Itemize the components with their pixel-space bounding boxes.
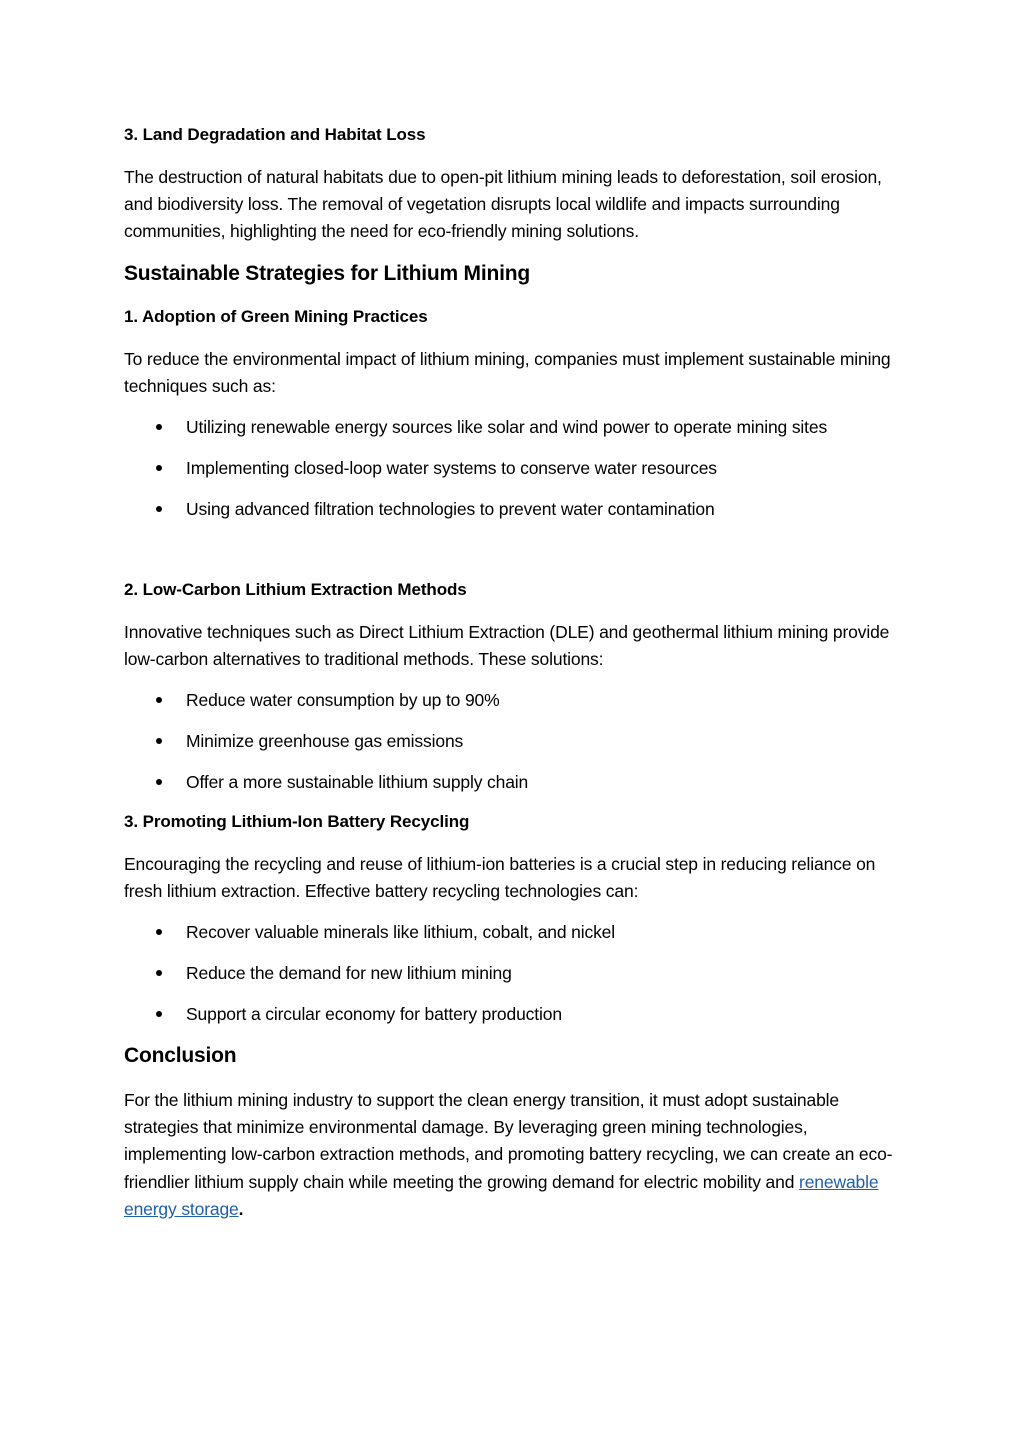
bullet-icon <box>156 424 162 430</box>
paragraph-low-carbon-intro: Innovative techniques such as Direct Lithium Extraction (DLE) and geothermal lithium mining provide low-carbon alternatives to traditional methods. These solutions: <box>124 622 890 670</box>
section-heading-sustainable-strategies: Sustainable Strategies for Lithium Mining <box>124 262 531 285</box>
list-item-text: Minimize greenhouse gas emissions <box>186 731 464 751</box>
section-heading-conclusion: Conclusion <box>124 1044 237 1067</box>
paragraph-battery-recycling-intro: Encouraging the recycling and reuse of lithium-ion batteries is a crucial step in reducing reliance on fresh lithium extraction. Effective battery recycling technologies can: <box>124 854 876 902</box>
subheading-battery-recycling: 3. Promoting Lithium-Ion Battery Recycling <box>124 812 470 831</box>
list-item-text: Using advanced filtration technologies to prevent water contamination <box>186 499 715 519</box>
bullet-icon <box>156 697 162 703</box>
subheading-low-carbon: 2. Low-Carbon Lithium Extraction Methods <box>124 580 467 599</box>
list-item-text: Reduce the demand for new lithium mining <box>186 963 512 983</box>
bullet-icon <box>156 779 162 785</box>
conclusion-end-punctuation: . <box>238 1198 244 1219</box>
renewable-energy-storage-link[interactable]: renewable energy storage <box>124 1171 879 1219</box>
list-item-text: Reduce water consumption by up to 90% <box>186 690 500 710</box>
subheading-green-mining: 1. Adoption of Green Mining Practices <box>124 307 428 326</box>
paragraph-conclusion <box>124 1087 914 1223</box>
paragraph-green-mining-intro: To reduce the environmental impact of lithium mining, companies must implement sustainable mining techniques such as: <box>124 349 891 397</box>
list-item-text: Utilizing renewable energy sources like solar and wind power to operate mining sites <box>186 417 828 437</box>
paragraph-land-degradation: The destruction of natural habitats due to open-pit lithium mining leads to deforestation, soil erosion, and biodiversity loss. The removal of vegetation disrupts local wildlife and impacts surrounding communities, highlighting the need for eco-friendly mining solutions. <box>124 167 882 242</box>
bullet-icon <box>156 738 162 744</box>
list-item-text: Recover valuable minerals like lithium, cobalt, and nickel <box>186 922 616 942</box>
conclusion-text: For the lithium mining industry to support the clean energy transition, it must adopt sustainable strategies that minimize environmental damage. By leveraging green mining technologies, implementing low-carbon extraction methods, and promoting battery recycling, we can create an eco-friendlier lithium supply chain while meeting the growing demand for electric mobility and <box>124 1090 893 1192</box>
bullet-icon <box>156 506 162 512</box>
bullet-icon <box>156 970 162 976</box>
list-item-text: Offer a more sustainable lithium supply chain <box>186 772 529 792</box>
bullet-icon <box>156 929 162 935</box>
bullet-icon <box>156 465 162 471</box>
section-heading-land-degradation: 3. Land Degradation and Habitat Loss <box>124 125 426 144</box>
list-item-text: Implementing closed-loop water systems to conserve water resources <box>186 458 717 478</box>
bullet-icon <box>156 1011 162 1017</box>
list-item-text: Support a circular economy for battery production <box>186 1004 562 1024</box>
